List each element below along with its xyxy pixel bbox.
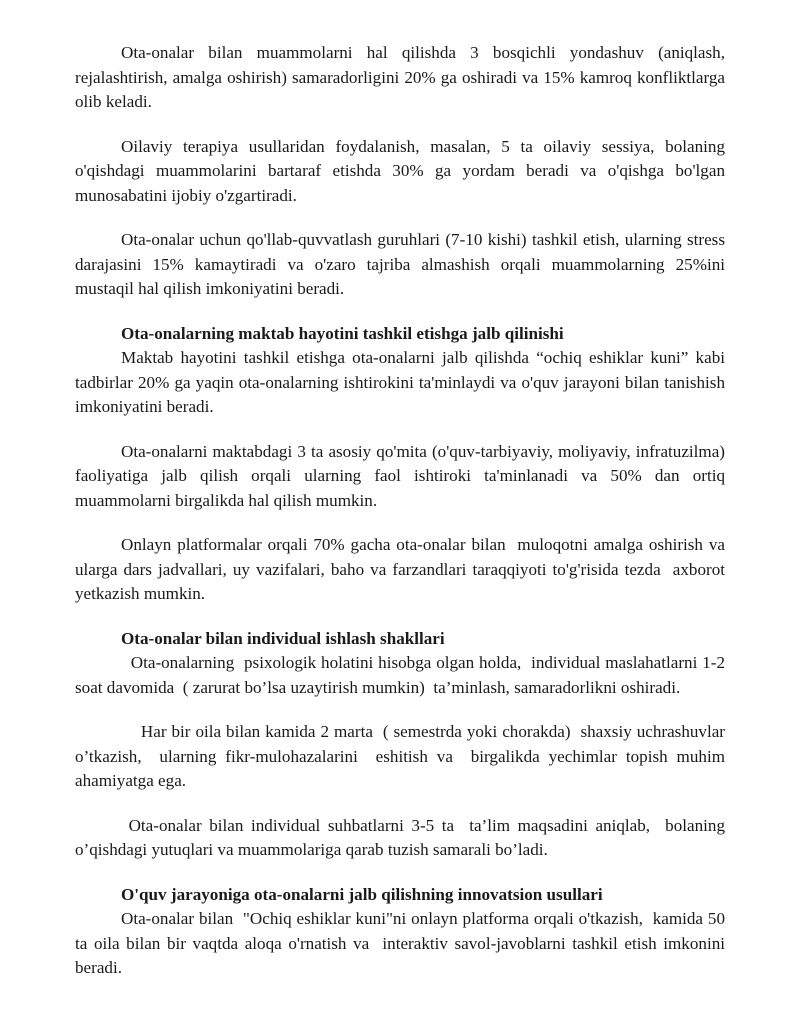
paragraph-online-platforms: Onlayn platformalar orqali 70% gacha ota-onalar bilan muloqotni amalga oshirish va ularga dars jadvallari, uy vazifalari, baho va farzandlari taraqqiyoti to'g'risida tezda axborot yetkazish mumkin. xyxy=(75,535,730,603)
paragraph-open-doors-day: Maktab hayotini tashkil etishga ota-onalarni jalb qilishda “ochiq eshiklar kuni” kabi tadbirlar 20% ga yaqin ota-onalarning ishtirokini ta'minlaydi va o'quv jarayoni bilan tanishish imkoniyatini beradi. xyxy=(75,348,725,416)
paragraph-individual-consultations: Ota-onalarning psixologik holatini hisobga olgan holda, individual maslahatlarni 1-2 soat davomida ( zarurat bo’lsa uzaytirish mumkin) ta’minlash, samaradorlikni oshiradi. xyxy=(75,653,730,697)
paragraph-online-open-day: Ota-onalar bilan "Ochiq eshiklar kuni"ni onlayn platforma orqali o'tkazish, kamida 50 ta oila bilan bir vaqtda aloqa o'rnatish va interaktiv savol-javoblarni tashkil etish imkonini beradi. xyxy=(75,909,730,977)
section-heading-innovative-methods: O'quv jarayoniga ota-onalarni jalb qilishning innovatsion usullari xyxy=(121,884,603,904)
paragraph-individual-talks: Ota-onalar bilan individual suhbatlarni 3-5 ta ta’lim maqsadini aniqlab, bolaning o’qishdagi yutuqlari va muammolariga qarab tuzish samarali bo’ladi. xyxy=(75,815,730,859)
paragraph-committees: Ota-onalarni maktabdagi 3 ta asosiy qo'mita (o'quv-tarbiyaviy, moliyaviy, infratuzilma) faoliyatiga jalb qilish orqali ularning faol ishtiroki ta'minlanadi va 50% dan ortiq muammolarni birgalikda hal qilish mumkin. xyxy=(75,441,725,510)
section-heading-school-life: Ota-onalarning maktab hayotini tashkil etishga jalb qilinishi xyxy=(121,323,564,343)
paragraph-support-groups: Ota-onalar uchun qo'llab-quvvatlash guruhlari (7-10 kishi) tashkil etish, ularning stress darajasini 15% kamaytiradi va o'zaro tajriba almashish orqali muammolarning 25%ini mustaqil hal qilish imkoniyatini beradi. xyxy=(75,230,725,298)
section-heading-individual-work: Ota-onalar bilan individual ishlash shakllari xyxy=(121,628,445,648)
paragraph-personal-meetings: Har bir oila bilan kamida 2 marta ( semestrda yoki chorakda) shaxsiy uchrashuvlar o’tkazish, ularning fikr-mulohazalarini eshitish va birgalikda yechimlar topish muhim ahamiyatga ega. xyxy=(75,722,730,790)
paragraph-three-stage-approach: Ota-onalar bilan muammolarni hal qilishda 3 bosqichli yondashuv (aniqlash, rejalashtirish, amalga oshirish) samaradorligini 20% ga oshiradi va 15% kamroq konfliktlarga olib keladi. xyxy=(75,43,730,111)
paragraph-family-therapy: Oilaviy terapiya usullaridan foydalanish, masalan, 5 ta oilaviy sessiya, bolaning o'qishdagi muammolarini bartaraf etishda 30% ga yordam beradi va o'qishga bo'lgan munosabatini ijobiy o'zgartiradi. xyxy=(75,136,725,205)
